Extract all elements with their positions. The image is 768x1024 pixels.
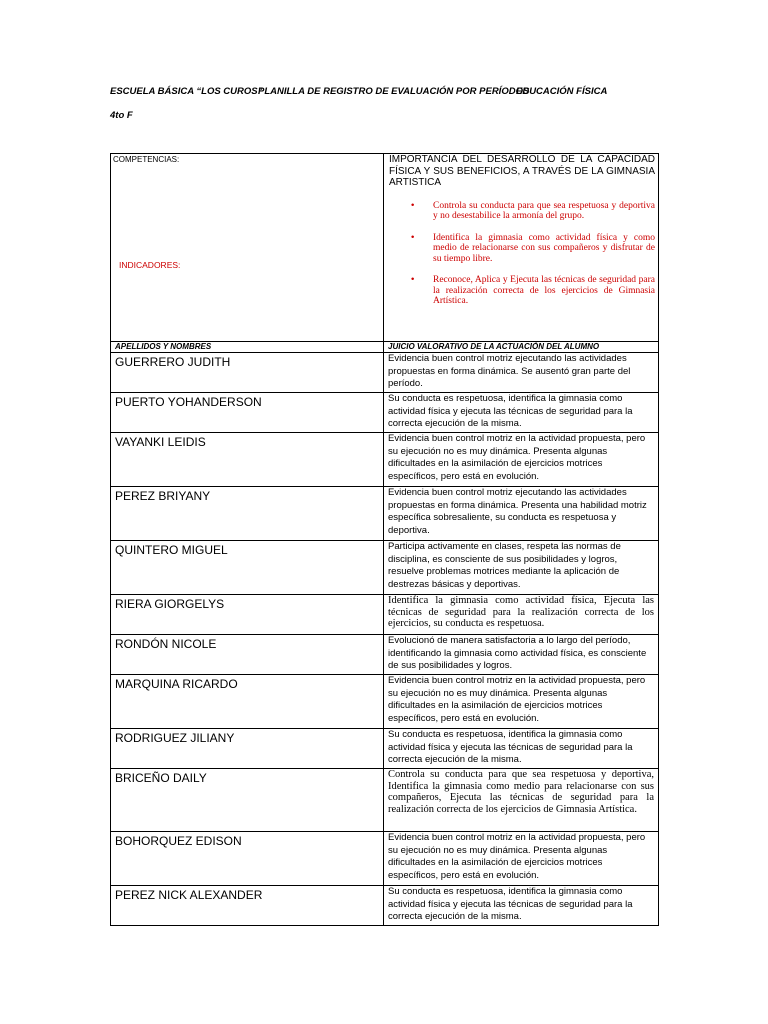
student-eval: Su conducta es respetuosa, identifica la gimnasia como actividad física y ejecuta las técnicas de seguridad para la correcta ejecución de la misma. — [384, 729, 659, 769]
student-name: PEREZ BRIYANY — [111, 487, 384, 541]
student-name: PEREZ NICK ALEXANDER — [111, 886, 384, 926]
competencias-label: COMPETENCIAS: — [113, 155, 180, 164]
indicador-item: • Controla su conducta para que sea respetuosa y deportiva y no desestabilice la armonía del grupo. — [433, 201, 655, 222]
table-row — [111, 353, 659, 393]
student-eval: Evolucionó de manera satisfactoria a lo largo del período, identificando la gimnasia como actividad física, es consciente de sus posibilidades y logros. — [384, 635, 659, 675]
indicador-item: • Reconoce, Aplica y Ejecuta las técnicas de seguridad para la realización correcta de los ejercicios de Gimnasia Artística. — [433, 275, 655, 307]
table-row — [111, 886, 659, 926]
table-row — [111, 832, 659, 886]
indicadores-label: INDICADORES: — [119, 260, 181, 270]
student-eval: Su conducta es respetuosa, identifica la gimnasia como actividad física y ejecuta las técnicas de seguridad para la correcta ejecución de la misma. — [384, 393, 659, 433]
student-eval: Su conducta es respetuosa, identifica la gimnasia como actividad física y ejecuta las técnicas de seguridad para la correcta ejecución de la misma. — [384, 886, 659, 926]
table-header-row — [111, 342, 659, 353]
student-name: BRICEÑO DAILY — [111, 769, 384, 832]
competencias-right-cell — [384, 154, 659, 342]
table-row — [111, 393, 659, 433]
student-eval: Evidencia buen control motriz en la actividad propuesta, pero su ejecución no es muy dinámica. Presenta algunas dificultades en la asimilación de ejercicios motrices específicos, pero está en evolución. — [384, 675, 659, 729]
competencias-text: IMPORTANCIA DEL DESARROLLO DE LA CAPACIDAD FÍSICA Y SUS BENEFICIOS, A TRAVÉS DE LA GIMNASIA ARTISTICA — [389, 154, 655, 188]
table-row — [111, 595, 659, 635]
document-title: PLANILLA DE REGISTRO DE EVALUACIÓN POR PERÍODOS — [258, 86, 530, 97]
table-row — [111, 487, 659, 541]
column-header-eval: JUICIO VALORATIVO DE LA ACTUACIÓN DEL ALUMNO — [384, 342, 659, 353]
student-name: VAYANKI LEIDIS — [111, 433, 384, 487]
evaluation-table — [110, 153, 659, 926]
indicadores-list — [389, 201, 655, 307]
student-name: PUERTO YOHANDERSON — [111, 393, 384, 433]
table-row — [111, 541, 659, 595]
student-name: GUERRERO JUDITH — [111, 353, 384, 393]
student-eval: Evidencia buen control motriz ejecutando las actividades propuestas en forma dinámica. Presenta una habilidad motriz específica sobresaliente, su conducta es respetuosa y deportiva. — [384, 487, 659, 541]
column-header-names: APELLIDOS Y NOMBRES — [111, 342, 384, 353]
student-name: RODRIGUEZ JILIANY — [111, 729, 384, 769]
table-row — [111, 675, 659, 729]
table-row — [111, 729, 659, 769]
table-row — [111, 769, 659, 832]
indicador-item: • Identifica la gimnasia como actividad física y como medio de relacionarse con sus compañeros y disfrutar de su tiempo libre. — [433, 233, 655, 265]
student-name: RIERA GIORGELYS — [111, 595, 384, 635]
student-name: BOHORQUEZ EDISON — [111, 832, 384, 886]
student-eval: Controla su conducta para que sea respetuosa y deportiva, Identifica la gimnasia como medio para relacionarse con sus compañeros, Ejecuta las técnicas de seguridad para la realización correcta de los ejercicios de Gimnasia Artística. — [384, 769, 659, 832]
student-eval: Participa activamente en clases, respeta las normas de disciplina, es consciente de sus posibilidades y logros, resuelve problemas motrices mediante la aplicación de destrezas básicas y deportivas. — [384, 541, 659, 595]
table-row — [111, 635, 659, 675]
competencias-left-cell — [111, 154, 384, 342]
table-row — [111, 433, 659, 487]
grade-label: 4to F — [110, 110, 133, 121]
student-name: QUINTERO MIGUEL — [111, 541, 384, 595]
student-name: RONDÓN NICOLE — [111, 635, 384, 675]
school-name: ESCUELA BÁSICA “LOS CUROS” — [110, 86, 263, 97]
subject-name: EDUCACIÓN FÍSICA — [516, 86, 608, 97]
student-eval: Evidencia buen control motriz en la actividad propuesta, pero su ejecución no es muy dinámica. Presenta algunas dificultades en la asimilación de ejercicios motrices específicos, pero está en evolución. — [384, 433, 659, 487]
student-eval: Identifica la gimnasia como actividad física, Ejecuta las técnicas de seguridad para la realización correcta de los ejercicios, su conducta es respetuosa. — [384, 595, 659, 635]
student-eval: Evidencia buen control motriz ejecutando las actividades propuestas en forma dinámica. Se ausentó gran parte del período. — [384, 353, 659, 393]
student-eval: Evidencia buen control motriz en la actividad propuesta, pero su ejecución no es muy dinámica. Presenta algunas dificultades en la asimilación de ejercicios motrices específicos, pero está en evolución. — [384, 832, 659, 886]
competencias-row — [111, 154, 659, 342]
student-name: MARQUINA RICARDO — [111, 675, 384, 729]
